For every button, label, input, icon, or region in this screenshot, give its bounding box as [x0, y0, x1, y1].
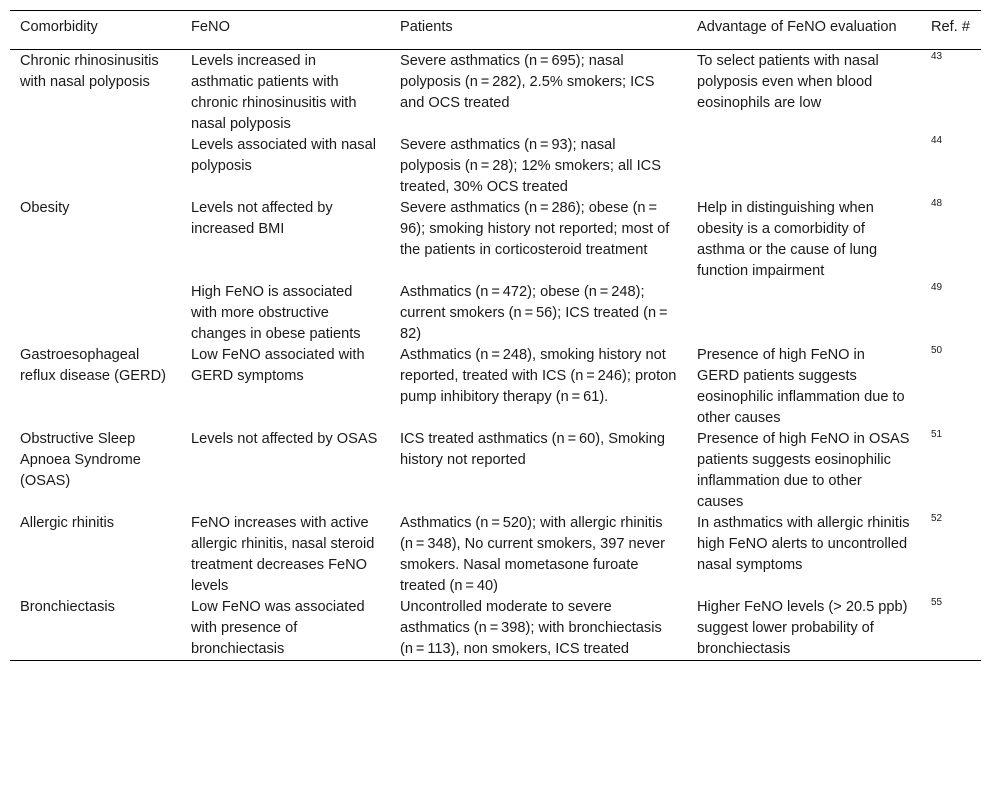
cell-patients: Asthmatics (n = 472); obese (n = 248); current smokers (n = 56); ICS treated (n = 82)	[400, 284, 671, 342]
table-row	[10, 282, 981, 345]
cell-comorbidity: Allergic rhinitis	[20, 515, 115, 531]
cell-ref: 50	[931, 345, 943, 356]
cell-ref: 48	[931, 198, 943, 209]
cell-patients: Asthmatics (n = 248), smoking history not reported, treated with ICS (n = 246); proton pump inhibitory therapy (n = 61).	[400, 347, 677, 405]
cell-advantage: Presence of high FeNO in GERD patients suggests eosinophilic inflammation due to other causes	[697, 347, 905, 426]
cell-advantage: Help in distinguishing when obesity is a comorbidity of asthma or the cause of lung function impairment	[697, 200, 878, 279]
cell-comorbidity: Bronchiectasis	[20, 599, 115, 615]
cell-comorbidity: Obesity	[20, 200, 70, 216]
cell-advantage: Presence of high FeNO in OSAS patients suggests eosinophilic inflammation due to other causes	[697, 431, 910, 510]
header-feno: FeNO	[191, 19, 230, 35]
cell-comorbidity	[10, 282, 181, 345]
cell-feno: Low FeNO was associated with presence of bronchiectasis	[191, 599, 365, 657]
cell-ref: 44	[931, 135, 943, 146]
cell-patients: Severe asthmatics (n = 695); nasal polyposis (n = 282), 2.5% smokers; ICS and OCS treated	[400, 53, 655, 111]
cell-feno: Levels increased in asthmatic patients with chronic rhinosinusitis with nasal polyposis	[191, 53, 357, 132]
cell-ref: 52	[931, 513, 943, 524]
header-comorbidity: Comorbidity	[20, 19, 98, 35]
cell-advantage	[687, 282, 921, 345]
cell-advantage: Higher FeNO levels (> 20.5 ppb) suggest lower probability of bronchiectasis	[697, 599, 908, 657]
cell-advantage	[687, 135, 921, 198]
cell-feno: Levels associated with nasal polyposis	[191, 137, 376, 174]
cell-feno: Levels not affected by OSAS	[191, 431, 378, 447]
cell-feno: Levels not affected by increased BMI	[191, 200, 333, 237]
table-header-row	[10, 11, 981, 50]
cell-ref: 43	[931, 51, 943, 62]
cell-patients: ICS treated asthmatics (n = 60), Smoking history not reported	[400, 431, 665, 468]
cell-ref: 51	[931, 429, 943, 440]
cell-patients: Uncontrolled moderate to severe asthmatics (n = 398); with bronchiectasis (n = 113), non smokers, ICS treated	[400, 599, 662, 657]
cell-comorbidity: Chronic rhinosinusitis with nasal polyposis	[20, 53, 159, 90]
table-row	[10, 135, 981, 198]
table-row	[10, 513, 981, 597]
cell-comorbidity: Gastroesophageal reflux disease (GERD)	[20, 347, 166, 384]
cell-feno: FeNO increases with active allergic rhinitis, nasal steroid treatment decreases FeNO levels	[191, 515, 375, 594]
comorbidity-table	[10, 10, 981, 661]
table-row	[10, 345, 981, 429]
cell-advantage: To select patients with nasal polyposis even when blood eosinophils are low	[697, 53, 879, 111]
cell-comorbidity: Obstructive Sleep Apnoea Syndrome (OSAS)	[20, 431, 141, 489]
cell-patients: Severe asthmatics (n = 286); obese (n = 96); smoking history not reported; most of the patients in corticosteroid treatment	[400, 200, 670, 258]
cell-patients: Asthmatics (n = 520); with allergic rhinitis (n = 348), No current smokers, 397 never smokers. Nasal mometasone furoate treated (n = 40)	[400, 515, 666, 594]
table-row	[10, 198, 981, 282]
cell-feno: High FeNO is associated with more obstructive changes in obese patients	[191, 284, 361, 342]
table-row	[10, 429, 981, 513]
cell-ref: 55	[931, 597, 943, 608]
header-advantage: Advantage of FeNO evaluation	[697, 19, 897, 35]
table-row	[10, 50, 981, 136]
cell-patients: Severe asthmatics (n = 93); nasal polyposis (n = 28); 12% smokers; all ICS treated, 30% OCS treated	[400, 137, 661, 195]
header-patients: Patients	[400, 19, 453, 35]
cell-ref: 49	[931, 282, 943, 293]
comorbidity-table-container	[10, 10, 981, 661]
cell-feno: Low FeNO associated with GERD symptoms	[191, 347, 365, 384]
cell-comorbidity	[10, 135, 181, 198]
header-ref: Ref. #	[931, 19, 970, 35]
cell-advantage: In asthmatics with allergic rhinitis high FeNO alerts to uncontrolled nasal symptoms	[697, 515, 910, 573]
table-row	[10, 597, 981, 661]
